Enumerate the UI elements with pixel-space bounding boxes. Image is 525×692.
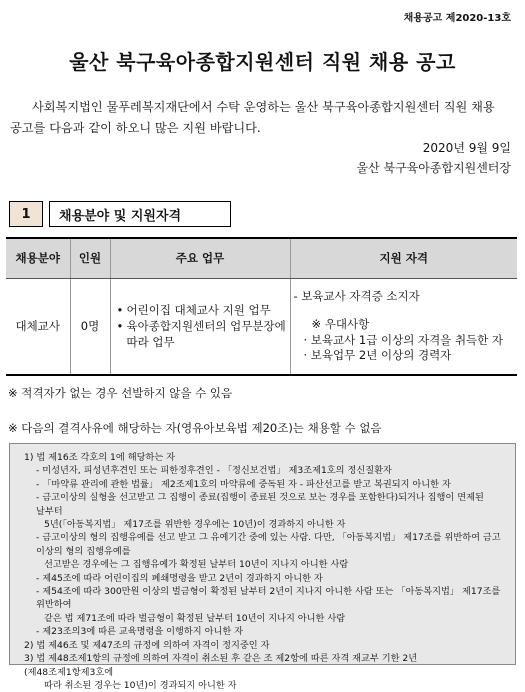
recruitment-table: [6, 237, 517, 376]
disqualify-line: 2) 법 제46조 및 제47조의 규정에 의하여 자격이 정지중인 자: [24, 639, 270, 651]
cell-field: 대체교사: [6, 278, 70, 375]
disqualify-line: - 미성년자, 피성년후견인 또는 피한정후견인 - 「정신보건법」 제3조제1호의 정신질환자: [36, 465, 392, 477]
note-no-applicant: ※ 적격자가 없는 경우 선발하지 않을 수 있음: [8, 386, 233, 400]
qualifications-block: [291, 289, 518, 364]
disqualify-line: - 제23조의3에 따른 교육명령을 이행하지 아니한 자: [36, 626, 244, 638]
preference-item: · 보육교사 1급 이상의 자격을 취득한 자: [303, 332, 504, 347]
table-row: [6, 278, 517, 375]
duty-item: • 어린이집 대체교사 지원 업무: [117, 302, 290, 318]
header-count: 인원: [70, 238, 110, 278]
duty-item: • 육아종합지원센터의 업무분장에 따라 업무: [117, 318, 290, 350]
disqualify-line: 1) 법 제16조 각호의 1에 해당하는 자: [24, 452, 175, 463]
disqualify-line: 선고받은 경우에는 그 집행유예가 확정된 날부터 10년이 지나지 아니한 사람: [44, 559, 349, 571]
announcement-date: 2020년 9월 9일: [422, 141, 511, 155]
disqualify-line: 따라 취소된 경우는 10년)이 경과되지 아니한 자: [44, 679, 237, 691]
section-title: 채용분야 및 지원자격: [49, 201, 231, 227]
disqualify-line: - 「마약류 관리에 관한 법률」 제2조제1호의 마약류에 중독된 자 - 파산선고를 받고 복권되지 아니한 자: [36, 478, 451, 490]
section-number: 1: [9, 201, 43, 227]
preference-title: ※ 우대사항: [311, 317, 370, 332]
header-field: 채용분야: [6, 238, 70, 278]
cell-qualifications: [290, 278, 517, 375]
header-duties: 주요 업무: [110, 238, 290, 278]
intro-paragraph: 사회복지법인 물푸레복지재단에서 수탁 운영하는 울산 북구육아종합지원센터 직원 채용 공고를 다음과 같이 하오니 많은 지원 바랍니다.: [10, 100, 495, 135]
header-qualifications: 지원 자격: [290, 238, 517, 278]
cell-count: 0명: [70, 278, 110, 375]
table-header-row: [6, 238, 517, 278]
duties-list: [111, 302, 290, 350]
disqualify-line: 5년(「아동복지법」 제17조를 위반한 경우에는 10년)이 경과하지 아니한 자: [44, 519, 346, 531]
disqualify-line: 3) 법 제48조제1항의 규정에 의하여 자격이 취소된 후 같은 조 제2항에 따른 자격 재교부 기한 2년(제48조제1항제3호에: [24, 653, 418, 678]
section-header: [9, 201, 231, 227]
document-number: 채용공고 제2020-13호: [403, 13, 511, 24]
cell-duties: [110, 278, 290, 375]
disqualify-line: - 제54조에 따라 300만원 이상의 벌금형이 확정된 날부터 2년이 지나지 아니한 사람 또는 「아동복지법」 제17조를 위반하여: [36, 586, 501, 611]
disqualify-line: - 금고이상의 형의 집행유예를 선고 받고 그 유예기간 중에 있는 사람. 다만, 「아동복지법」 제17조를 위반하여 금고 이상의 형의 집행유예를: [36, 532, 501, 557]
preference-item: · 보육업무 2년 이상의 경력자: [303, 348, 452, 363]
organization-name: 울산 북구육아종합지원센터장: [356, 161, 511, 175]
disqualification-box: [9, 443, 516, 691]
disqualify-line: - 금고이상의 실형을 선고받고 그 집행이 종료(집행이 종료된 것으로 보는 경우를 포함한다)되거나 집행이 면제된 날부터: [36, 492, 484, 517]
disqualify-line: - 제45조에 따라 어린이집의 폐쇄명령을 받고 2년이 경과하지 아니한 자: [36, 572, 323, 584]
disqualify-line: 같은 법 제71조에 따라 벌금형이 확정된 날부터 10년이 지나지 아니한 사람: [44, 612, 346, 624]
qualification-main: - 보육교사 자격증 소지자: [293, 288, 420, 303]
note-disqualification: ※ 다음의 결격사유에 해당하는 자(영유아보육법 제20조)는 채용할 수 없음: [8, 421, 382, 435]
page-title: 울산 북구육아종합지원센터 직원 채용 공고: [69, 50, 456, 74]
